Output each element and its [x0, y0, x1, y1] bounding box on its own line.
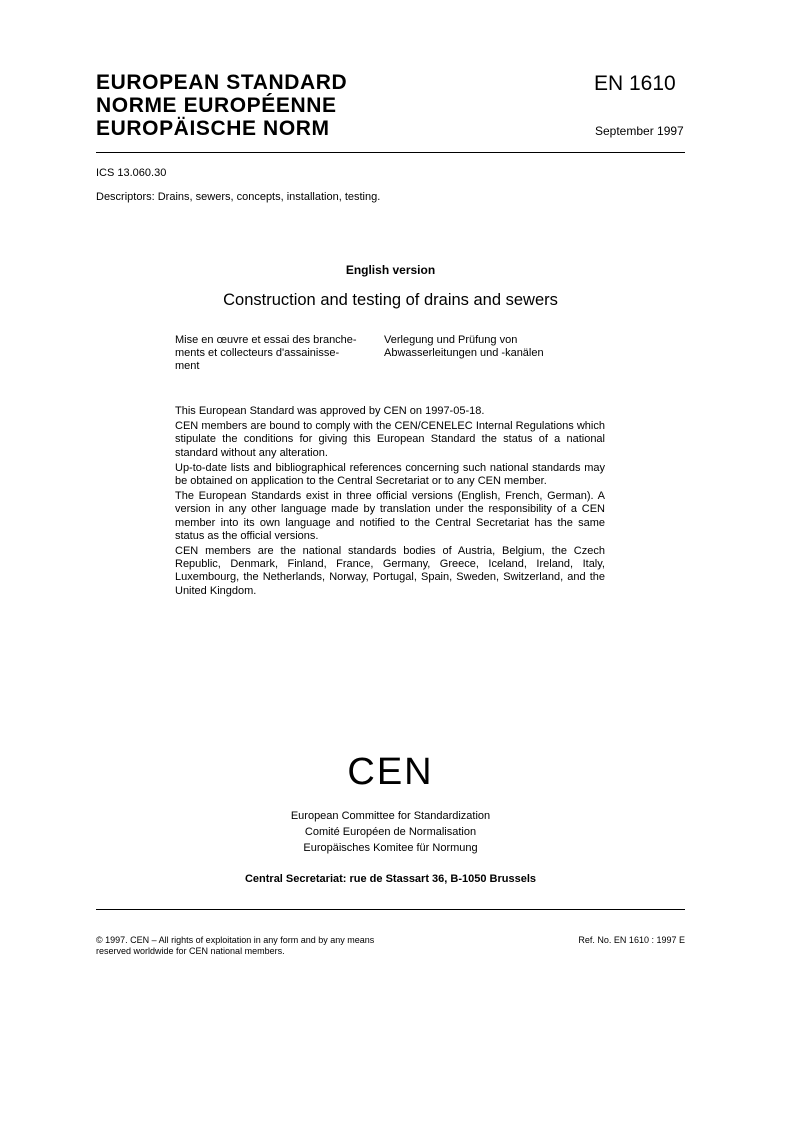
version-label: English version: [345, 263, 436, 277]
footer-divider: [96, 909, 685, 910]
copyright-notice: [96, 935, 476, 957]
german-title: Verlegung und Prüfung von Abwasserleitungen und -kanälen: [384, 334, 544, 360]
standard-number: EN 1610: [594, 72, 676, 95]
central-secretariat-address: Central Secretariat: rue de Stassart 36, B-1050 Brussels: [244, 873, 537, 885]
descriptors: Descriptors: Drains, sewers, concepts, installation, testing.: [96, 191, 381, 203]
title-line-german: EUROPÄISCHE NORM: [96, 117, 330, 140]
cen-logo: CEN: [347, 751, 434, 793]
org-name-german: Europäisches Komitee für Normung: [303, 842, 478, 854]
org-name-english: European Committee for Standardization: [290, 810, 491, 822]
ics-code: ICS 13.060.30: [96, 167, 167, 179]
versions-paragraph: The European Standards exist in three official versions (English, French, German). A version in any other language made by translation under the responsibility of a CEN member into its own language and notified to the Central Secretariat has the same status as the official versions.: [175, 490, 605, 542]
publication-date: September 1997: [595, 124, 684, 138]
title-line-english: EUROPEAN STANDARD: [96, 71, 348, 94]
members-paragraph: CEN members are the national standards bodies of Austria, Belgium, the Czech Republic, Denmark, Finland, France, Germany, Greece, Iceland, Ireland, Italy, Luxembourg, the Netherlands, Norway, Portugal, Spain, Sweden, Switzerland, and the United Kingdom.: [175, 545, 605, 597]
title-line-french: NORME EUROPÉENNE: [96, 94, 337, 117]
header-divider: [96, 152, 685, 153]
org-name-french: Comité Européen de Normalisation: [304, 826, 477, 838]
copyright-line: © 1997. CEN – All rights of exploitation in any form and by any means: [96, 935, 375, 945]
compliance-paragraph: CEN members are bound to comply with the CEN/CENELEC Internal Regulations which stipulate the conditions for giving this European Standard the status of a national standard without any alteration.: [175, 420, 605, 459]
approval-paragraph: This European Standard was approved by CEN on 1997-05-18.: [175, 405, 485, 417]
organization-names: [0, 808, 781, 856]
document-title: Construction and testing of drains and sewers: [223, 291, 558, 309]
approval-text: [175, 405, 605, 600]
copyright-line: reserved worldwide for CEN national members.: [96, 946, 285, 956]
standard-type-title: [96, 71, 347, 140]
reference-number: Ref. No. EN 1610 : 1997 E: [578, 935, 685, 945]
french-title: Mise en œuvre et essai des branche- ments et collecteurs d'assainisse- ment: [175, 334, 357, 373]
references-paragraph: Up-to-date lists and bibliographical references concerning such national standards may be obtained on application to the Central Secretariat or to any CEN member.: [175, 461, 605, 488]
